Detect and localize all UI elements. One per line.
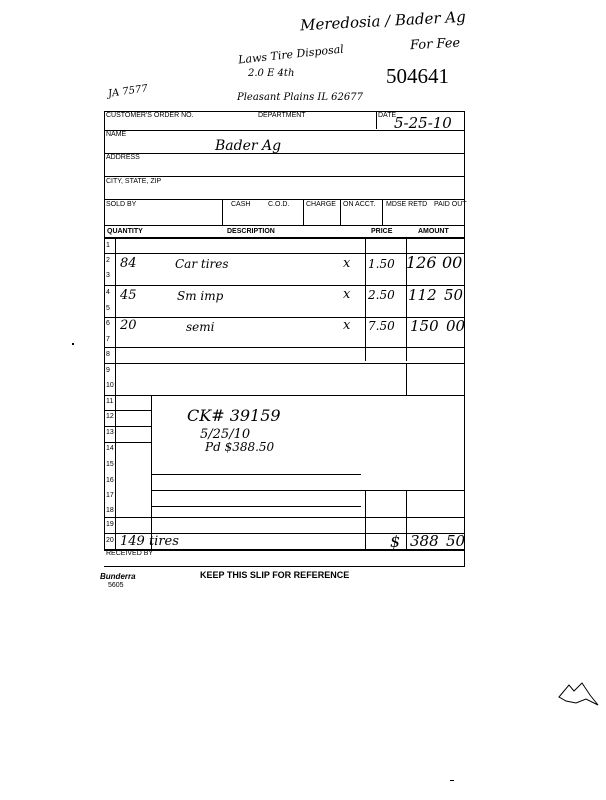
item-1-desc: Car tires (175, 257, 229, 271)
address-label: ADDRESS (106, 154, 140, 161)
header-handwriting-line5: Pleasant Plains IL 62677 (237, 92, 363, 103)
scan-dash (450, 780, 454, 781)
note-check-number: CK# 39159 (187, 406, 281, 425)
item-2-cents: 50 (444, 286, 464, 304)
item-1-mark: x (343, 256, 351, 271)
row-number-7: 7 (106, 336, 110, 343)
row-number-12: 12 (106, 413, 114, 420)
row-number-5: 5 (106, 305, 110, 312)
price-header: PRICE (371, 228, 393, 235)
row-number-9: 9 (106, 367, 110, 374)
mdse-retd-label: MDSE RETD (386, 201, 428, 208)
item-2-mark: x (343, 287, 351, 302)
scan-blot (556, 680, 600, 710)
row-number-20: 20 (106, 537, 114, 544)
row-number-19: 19 (106, 521, 114, 528)
note-paid: Pd $388.50 (205, 440, 275, 454)
item-2-desc: Sm imp (177, 289, 224, 303)
total-dollar-sign: $ (390, 532, 401, 551)
item-3-qty: 20 (120, 318, 137, 333)
row-number-16: 16 (106, 477, 114, 484)
row-number-18: 18 (106, 507, 114, 514)
charge-label: CHARGE (306, 201, 336, 208)
row-number-11: 11 (106, 398, 114, 405)
row-number-8: 8 (106, 351, 110, 358)
cod-label: C.O.D. (268, 201, 290, 208)
row-number-2: 2 (106, 257, 110, 264)
paid-out-label: PAID OUT (434, 201, 467, 208)
reference-notice: KEEP THIS SLIP FOR REFERENCE (200, 570, 350, 580)
brand-logo: Bunderra (100, 572, 136, 581)
department-label: DEPARTMENT (258, 112, 306, 119)
date-label: DATE (378, 112, 397, 119)
item-1-cents: 00 (442, 253, 463, 272)
row-number-17: 17 (106, 492, 114, 499)
item-1-price: 1.50 (368, 257, 395, 271)
header-handwriting-line3: Laws Tire Disposal (237, 42, 345, 67)
header-handwriting-line4: 2.0 E 4th (248, 68, 295, 79)
customer-order-label: CUSTOMER'S ORDER NO. (106, 112, 194, 119)
row-number-1: 1 (106, 242, 110, 249)
date-value: 5-25-10 (394, 114, 452, 132)
total-cents: 50 (446, 532, 466, 550)
form-number: 504641 (386, 64, 449, 88)
quantity-header: QUANTITY (107, 228, 143, 235)
total-amount: 388 (410, 532, 439, 550)
description-header: DESCRIPTION (227, 228, 275, 235)
form-code: 5605 (108, 582, 124, 589)
header-handwriting-line1: Meredosia / Bader Ag (299, 7, 467, 35)
item-3-desc: semi (186, 320, 215, 334)
cut-off-handwriting (300, 0, 305, 10)
item-3-mark: x (343, 318, 351, 333)
total-quantity: 149 tires (120, 534, 179, 549)
item-1-qty: 84 (120, 256, 137, 271)
amount-header: AMOUNT (418, 228, 449, 235)
row-number-6: 6 (106, 320, 110, 327)
sold-by-label: SOLD BY (106, 201, 137, 208)
name-label: NAME (106, 131, 127, 138)
row-number-13: 13 (106, 429, 114, 436)
item-2-amount: 112 (408, 286, 437, 304)
on-acct-label: ON ACCT. (343, 201, 376, 208)
cash-label: CASH (231, 201, 251, 208)
item-3-cents: 00 (446, 317, 466, 335)
name-value: Bader Ag (215, 138, 282, 154)
corner-handwriting: JA 7577 (107, 83, 149, 100)
item-2-qty: 45 (120, 288, 137, 303)
header-handwriting-line2: For Fee (409, 35, 461, 54)
received-by-label: RECEIVED BY (106, 550, 154, 557)
row-number-4: 4 (106, 289, 110, 296)
row-number-3: 3 (106, 272, 110, 279)
row-number-15: 15 (106, 461, 114, 468)
item-1-amount: 126 (406, 253, 437, 272)
scan-dot (72, 343, 74, 345)
city-label: CITY, STATE, ZIP (106, 178, 162, 185)
row-number-14: 14 (106, 445, 114, 452)
item-3-amount: 150 (410, 317, 439, 335)
item-2-price: 2.50 (368, 288, 395, 302)
note-date: 5/25/10 (200, 427, 251, 442)
item-3-price: 7.50 (368, 319, 395, 333)
row-number-10: 10 (106, 382, 114, 389)
